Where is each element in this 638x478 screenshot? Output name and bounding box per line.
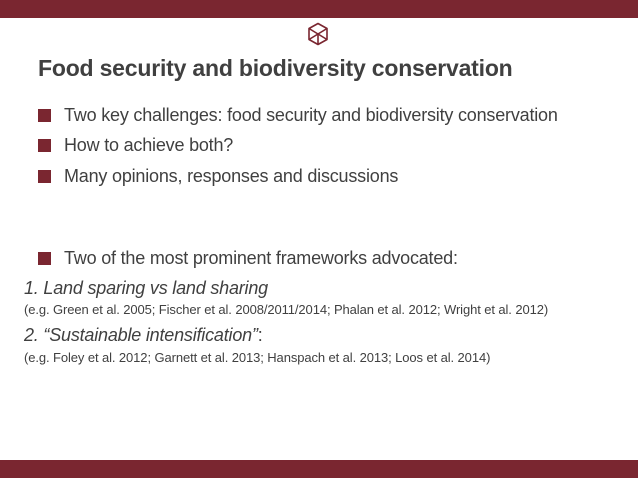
bullet-text: Many opinions, responses and discussions [64,165,399,186]
framework-name-suffix: : [257,325,263,345]
bullet-item [38,165,398,187]
framework-name: 2. “Sustainable intensification” [24,325,258,345]
bullet-item [38,104,558,126]
bottom-accent-bar [0,460,638,478]
framework-title-land-sparing: 1. Land sparing vs land sharing [24,278,268,298]
bullet-square-icon [38,252,51,265]
framework-title-sustainable-intensification [24,325,263,346]
bullet-item [38,247,458,269]
bullet-square-icon [38,170,51,183]
bullet-text: How to achieve both? [64,134,234,155]
framework-references-land-sparing: (e.g. Green et al. 2005; Fischer et al. 2008/2011/2014; Phalan et al. 2012; Wright et al. 2012) [24,302,549,317]
bullet-text: Two key challenges: food security and biodiversity conservation [64,104,558,125]
hexagon-cube-logo-icon [307,22,329,46]
bullet-square-icon [38,109,51,122]
bullet-item [38,134,233,156]
bullet-square-icon [38,139,51,152]
bullet-text: Two of the most prominent frameworks advocated: [64,247,458,268]
top-accent-bar [0,0,638,18]
framework-references-sustainable-intensification: (e.g. Foley et al. 2012; Garnett et al. 2013; Hanspach et al. 2013; Loos et al. 2014) [24,350,491,365]
slide-title: Food security and biodiversity conservation [38,55,513,81]
